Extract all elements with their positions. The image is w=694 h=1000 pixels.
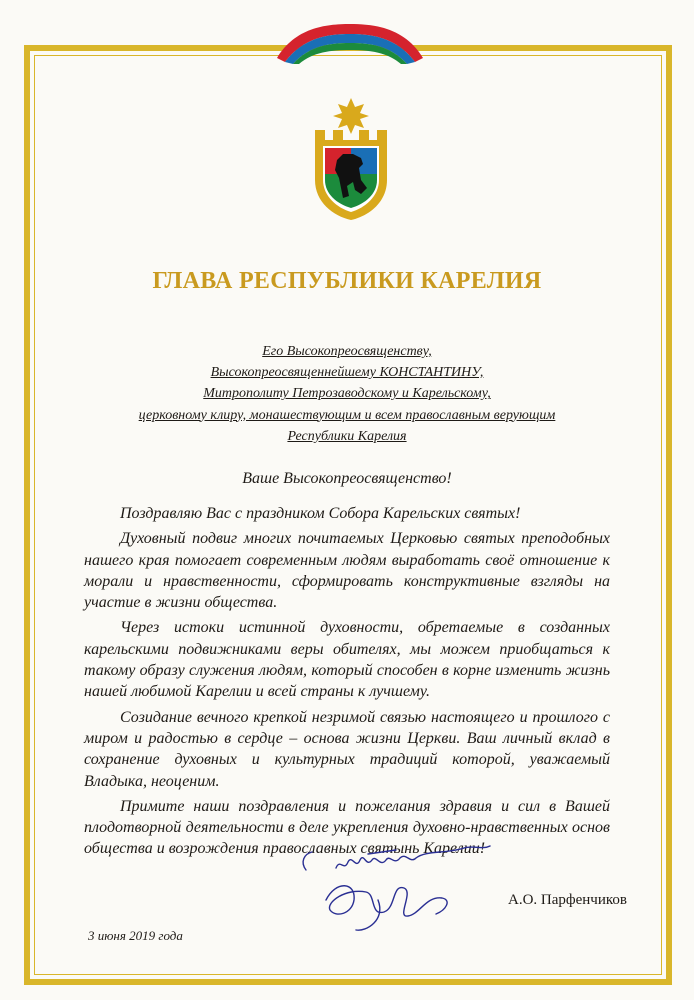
star-icon bbox=[333, 98, 369, 134]
body-paragraph: Поздравляю Вас с праздником Собора Карельских святых! bbox=[120, 505, 521, 522]
handwritten-signature bbox=[296, 840, 496, 935]
coat-of-arms-icon bbox=[311, 98, 391, 222]
body-paragraph: Примите наши поздравления и пожелания здравия и сил в Вашей плодотворной деятельности в деле укрепления духовно-нравственных основ общества и возрождения православных святынь Карелии! bbox=[84, 797, 610, 858]
flag-ribbon-icon bbox=[275, 16, 425, 64]
addressee-line: Республики Карелия bbox=[287, 428, 407, 444]
body-paragraph: Созидание вечного крепкой незримой связью настоящего и прошлого с миром и радостью в сердце – основа жизни Церкви. Ваш личный вклад в сохранение духовных и культурных традиций которой, уважаемый Владыка, неоценим. bbox=[84, 708, 610, 790]
addressee-line: Его Высокопреосвященству, bbox=[262, 344, 432, 359]
body-paragraph: Через истоки истинной духовности, обретаемые в созданных карельскими подвижниками веры обителях, мы можем приобщаться к такому образу служения людям, который способен в корне изменить жизнь нашей любимой Карелии и всей страны к лучшему. bbox=[84, 619, 610, 701]
addressee-line: Митрополиту Петрозаводскому и Карельскому, bbox=[203, 386, 491, 402]
addressee-line: Высокопреосвященнейшему КОНСТАНТИНУ, bbox=[210, 365, 484, 381]
letter-body bbox=[84, 503, 610, 860]
body-paragraph: Духовный подвиг многих почитаемых Церковью святых преподобных нашего края помогает современным людям выработать своё отношение к морали и нравственности, сформировать конструктивные взгляды на участие в жизни общества. bbox=[84, 530, 610, 612]
addressee-line: церковному клиру, монашествующим и всем православным верующим bbox=[138, 407, 556, 423]
letter-title: ГЛАВА РЕСПУБЛИКИ КАРЕЛИЯ bbox=[152, 268, 542, 294]
greeting: Ваше Высокопреосвященство! bbox=[242, 470, 452, 487]
addressee-block bbox=[90, 341, 604, 447]
signatory-name: А.О. Парфенчиков bbox=[508, 892, 627, 908]
letter-date: 3 июня 2019 года bbox=[88, 928, 183, 943]
